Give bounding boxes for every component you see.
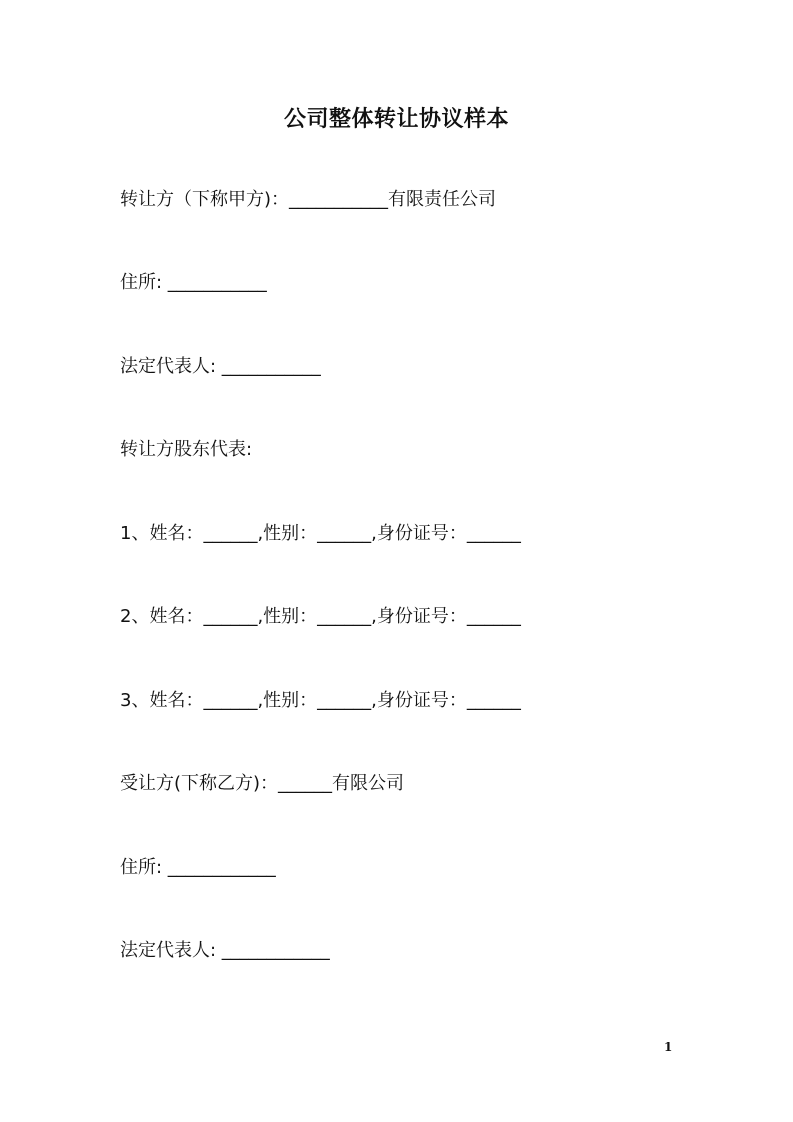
transferor-shareholder-heading: 转让方股东代表: xyxy=(120,439,253,460)
transferee-address-line: 住所: ____________ xyxy=(120,857,276,878)
transferor-line: 转让方（下称甲方)：___________有限责任公司 xyxy=(120,189,497,210)
document-title: 公司整体转让协议样本 xyxy=(283,107,509,132)
shareholder-1-line: 1、姓名：______,性别：______,身份证号：______ xyxy=(120,523,521,544)
shareholder-2-line: 2、姓名：______,性别：______,身份证号：______ xyxy=(120,606,521,627)
transferor-address-line: 住所: ___________ xyxy=(120,272,267,293)
shareholder-3-line: 3、姓名：______,性别：______,身份证号：______ xyxy=(120,690,521,711)
transferee-line: 受让方(下称乙方)：______有限公司 xyxy=(120,773,405,794)
transferor-legal-rep-line: 法定代表人: ___________ xyxy=(120,356,321,377)
page-number: 1 xyxy=(664,1040,673,1054)
transferee-legal-rep-line: 法定代表人: ____________ xyxy=(120,940,330,961)
